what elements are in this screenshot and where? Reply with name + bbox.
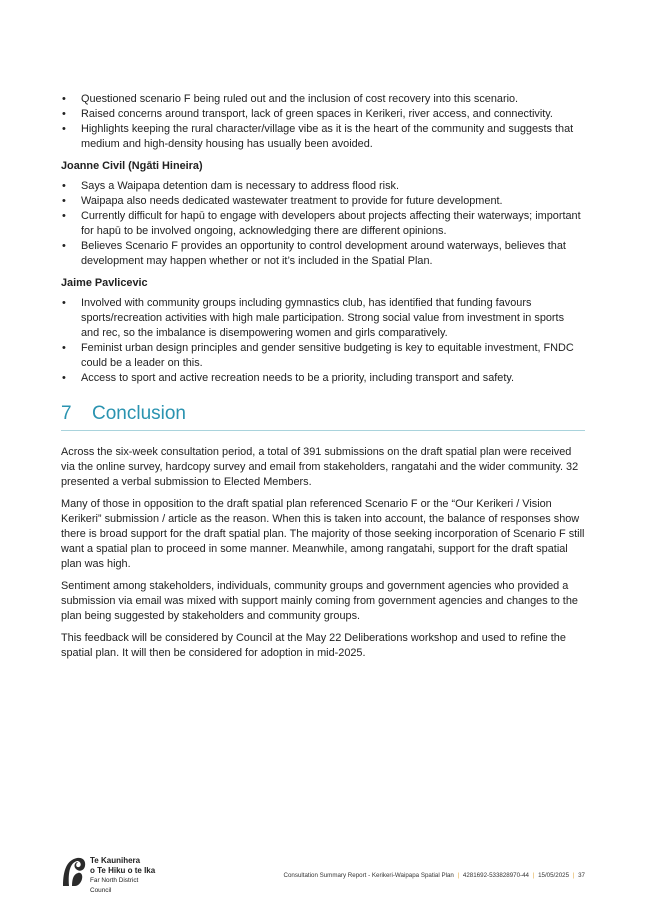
speaker-heading: Joanne Civil (Ngāti Hineira) xyxy=(61,160,203,172)
logo-line: Te Kaunihera xyxy=(90,856,141,865)
section-heading xyxy=(61,401,585,431)
council-logo-text xyxy=(90,856,161,896)
page-footer xyxy=(61,855,585,894)
list-item: • Highlights keeping the rural character/village vibe as it is the heart of the community and suggests that medium and high-density housing has usually been avoided. xyxy=(61,122,585,152)
page-number: 37 xyxy=(578,872,585,879)
list-item: • Access to sport and active recreation needs to be a priority, including transport and safety. xyxy=(61,371,585,386)
footer-reference xyxy=(284,872,586,879)
paragraph: Across the six-week consultation period, a total of 391 submissions on the draft spatial plan were received via the online survey, hardcopy survey and email from stakeholders, rangatahi and the wider community. 32 presented a verbal submission to Elected Members. xyxy=(61,446,579,488)
separator: | xyxy=(532,872,535,879)
section-number: 7 xyxy=(61,403,72,424)
list-item: • Believes Scenario F provides an opportunity to control development around waterways, believes that development may happen whether or not it’s included in the Spatial Plan. xyxy=(61,239,585,269)
list-item: • Currently difficult for hapū to engage with developers about projects affecting their waterways; important for hapū to be involved ongoing, acknowledging there are different opinions. xyxy=(61,209,585,239)
list-item: • Waipapa also needs dedicated wastewater treatment to provide for future development. xyxy=(61,194,585,209)
report-title: Consultation Summary Report - Kerikeri-Waipapa Spatial Plan xyxy=(283,872,454,879)
page-content xyxy=(61,92,585,668)
council-logo xyxy=(61,855,161,894)
section-title: Conclusion xyxy=(92,403,186,424)
paragraph: Many of those in opposition to the draft spatial plan referenced Scenario F or the “Our Kerikeri / Vision Kerikeri” submission / article as the reason. When this is taken into account, the balance of responses show there is broad support for the draft spatial plan. The majority of those seeking incorporation of Scenario F still want a spatial plan to proceed in some manner. Meanwhile, among rangatahi, support for the draft spatial plan was high. xyxy=(61,498,585,570)
council-logo-icon xyxy=(61,856,87,888)
list-item: • Says a Waipapa detention dam is necessary to address flood risk. xyxy=(61,179,585,194)
logo-line: Far North District Council xyxy=(90,877,139,894)
paragraph: Sentiment among stakeholders, individuals, community groups and government agencies who provided a submission via email was mixed with support mainly coming from government agencies and changes to the plan being suggested by stakeholders and community groups. xyxy=(61,580,578,622)
separator: | xyxy=(572,872,575,879)
document-id: 4281692-533828970-44 xyxy=(462,872,529,879)
conclusion-body xyxy=(61,445,585,661)
logo-line: o Te Hiku o te Ika xyxy=(90,866,156,875)
list-item: • Raised concerns around transport, lack of green spaces in Kerikeri, river access, and connectivity. xyxy=(61,107,585,122)
list-item: • Feminist urban design principles and gender sensitive budgeting is key to equitable investment, FNDC could be a leader on this. xyxy=(61,341,585,371)
paragraph: This feedback will be considered by Council at the May 22 Deliberations workshop and used to refine the spatial plan. It will then be considered for adoption in mid-2025. xyxy=(61,632,566,659)
list-item: • Questioned scenario F being ruled out and the inclusion of cost recovery into this scenario. xyxy=(61,92,585,107)
document-date: 15/05/2025 xyxy=(538,872,570,879)
speaker-heading: Jaime Pavlicevic xyxy=(61,277,148,289)
list-item: • Involved with community groups including gymnastics club, has identified that funding favours sports/recreation activities with high male participation. Strong social value from investment in sports and rec, so the imbalance is disempowering women and girls comparatively. xyxy=(61,296,585,341)
intro-bullet-list xyxy=(61,92,585,152)
speaker-bullet-list xyxy=(61,179,585,269)
separator: | xyxy=(457,872,460,879)
speaker-bullet-list xyxy=(61,296,585,386)
